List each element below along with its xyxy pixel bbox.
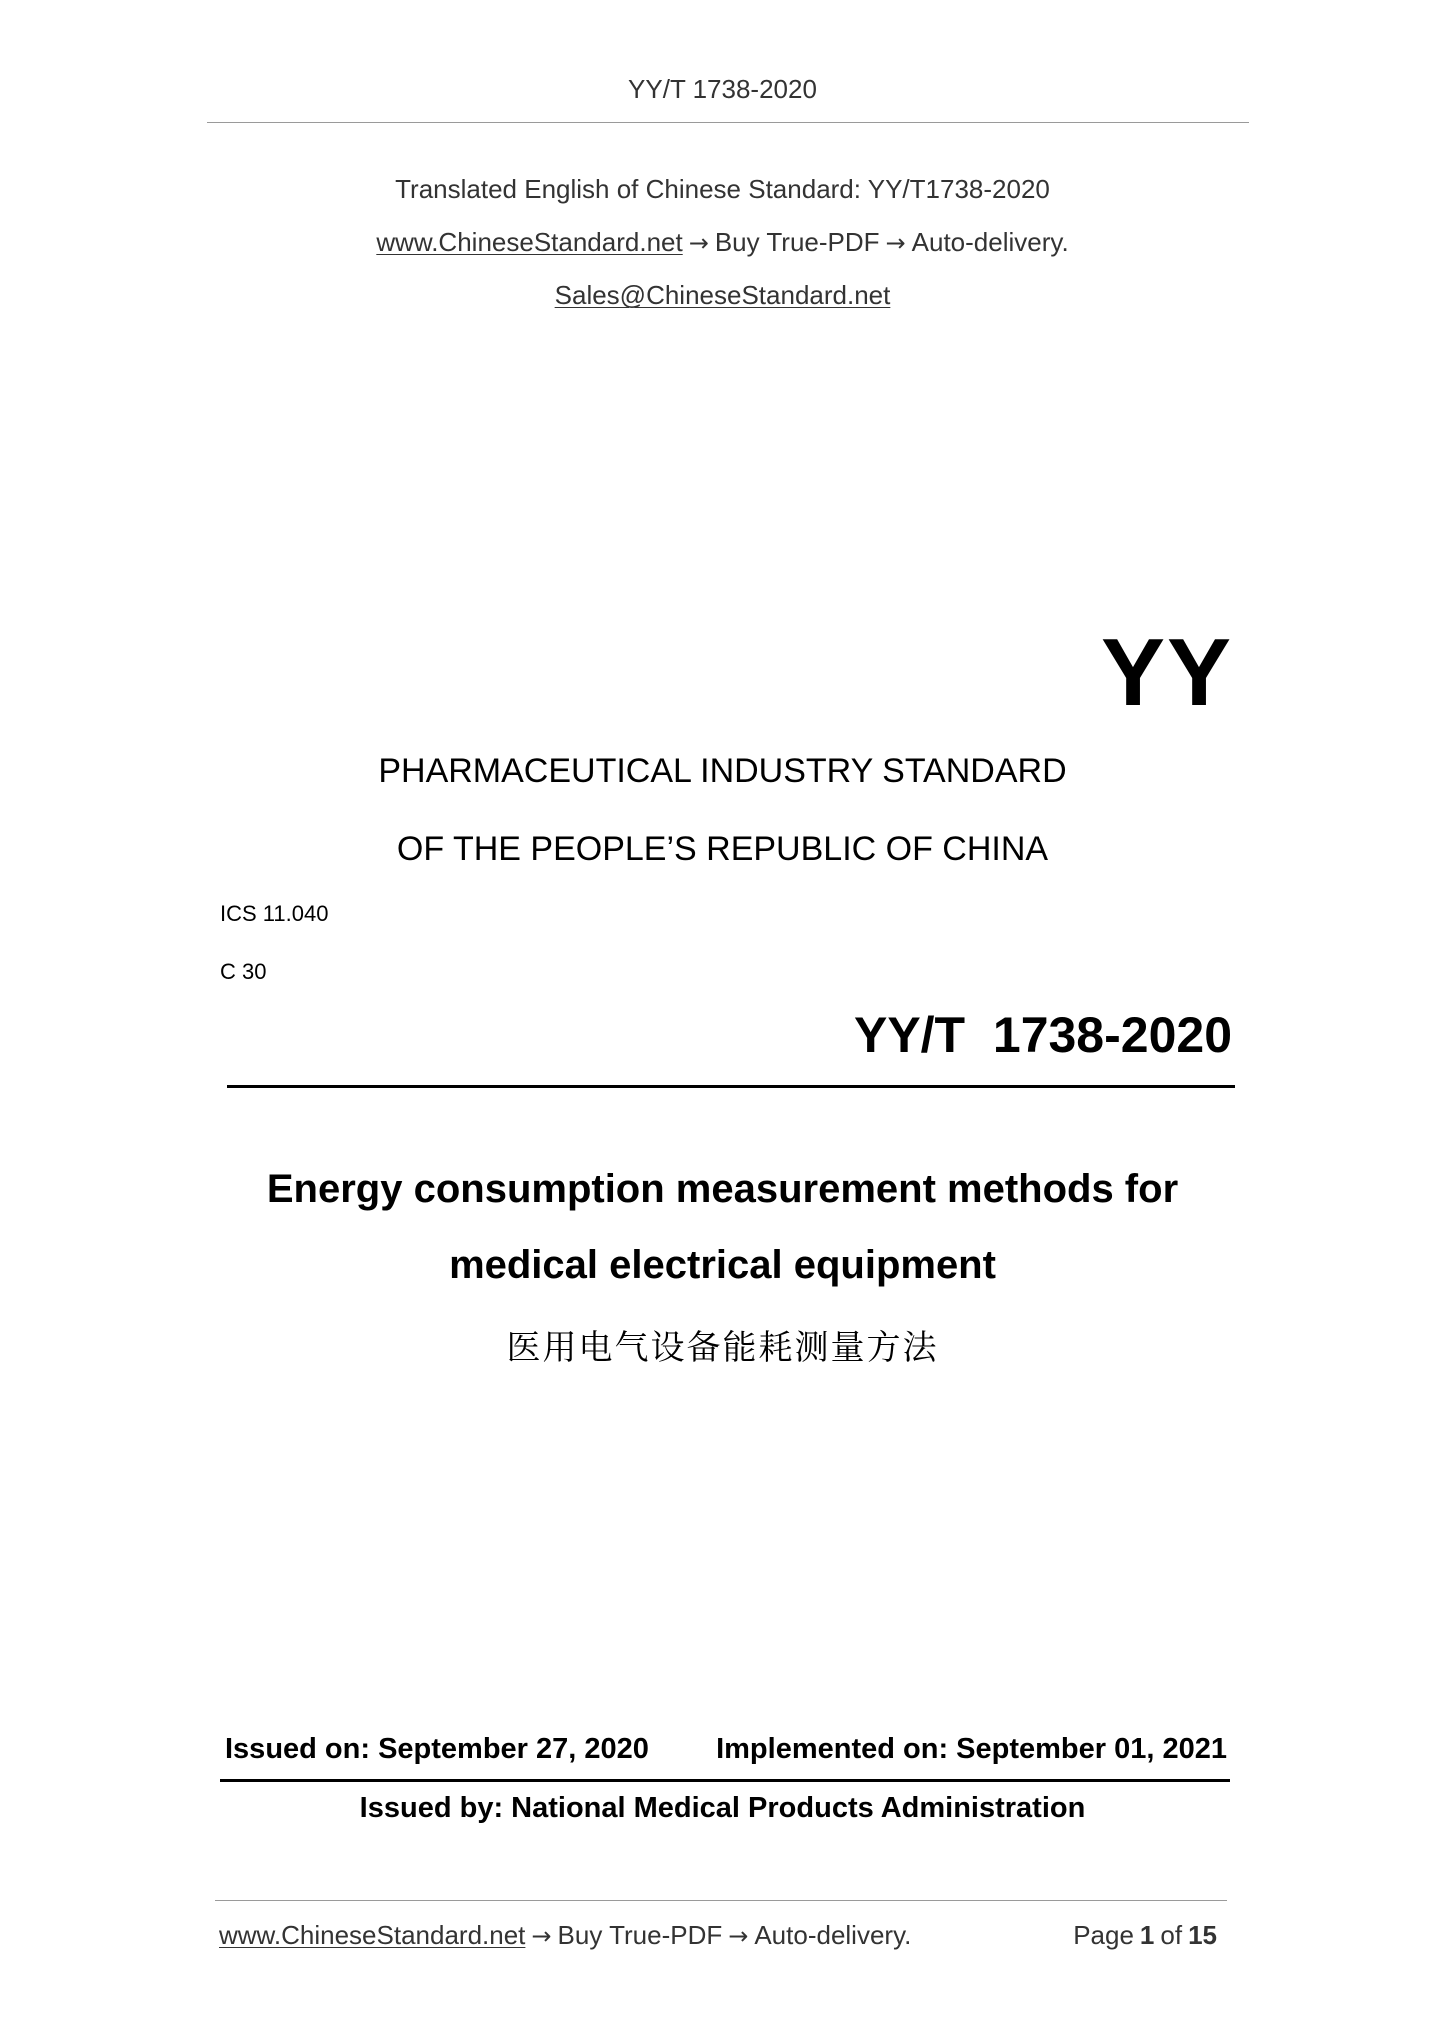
arrow-right-icon: → (885, 229, 906, 257)
ics-code: ICS 11.040 (220, 901, 329, 926)
email-line (0, 280, 1445, 311)
title-english-line2: medical electrical equipment (449, 1243, 996, 1287)
page-current: 1 (1139, 1920, 1155, 1950)
buy-text: Buy True-PDF (714, 227, 880, 257)
standard-number-divider (227, 1085, 1235, 1088)
page-indicator (1073, 1920, 1223, 1951)
issued-on-date: Issued on: September 27, 2020 (225, 1733, 649, 1765)
arrow-right-icon: → (728, 1922, 749, 1950)
standard-number: YY/T 1738-2020 (853, 1007, 1232, 1063)
footer-buy-text: Buy True-PDF (557, 1920, 723, 1950)
issuer-heading-line1: PHARMACEUTICAL INDUSTRY STANDARD (378, 752, 1067, 790)
title-chinese: 医用电气设备能耗测量方法 (506, 1328, 939, 1368)
arrow-right-icon: → (688, 229, 709, 257)
delivery-text: Auto-delivery. (911, 227, 1069, 257)
footer-divider (215, 1900, 1227, 1901)
implemented-on-date: Implemented on: September 01, 2021 (716, 1733, 1227, 1765)
ccs-code: C 30 (220, 959, 267, 984)
purchase-line (0, 227, 1445, 258)
site-link[interactable]: www.ChineseStandard.net (376, 227, 683, 257)
footer-purchase-line (219, 1920, 911, 1951)
page-of: of (1160, 1920, 1183, 1950)
footer-site-link[interactable]: www.ChineseStandard.net (219, 1920, 526, 1950)
page-total: 15 (1188, 1920, 1217, 1950)
page-label: Page (1073, 1920, 1134, 1950)
email-link[interactable]: Sales@ChineseStandard.net (554, 280, 891, 310)
footer-delivery-text: Auto-delivery. (754, 1920, 912, 1950)
issued-by: Issued by: National Medical Products Administration (359, 1792, 1086, 1824)
dates-divider (220, 1779, 1230, 1782)
header-divider (207, 122, 1249, 123)
arrow-right-icon: → (531, 1922, 552, 1950)
running-header: YY/T 1738-2020 (628, 74, 817, 104)
standard-mark: YY (1100, 619, 1233, 726)
translation-notice: Translated English of Chinese Standard: YY/T1738-2020 (395, 174, 1050, 204)
title-english-line1: Energy consumption measurement methods for (266, 1167, 1179, 1211)
issuer-heading-line2: OF THE PEOPLE’S REPUBLIC OF CHINA (396, 830, 1049, 868)
